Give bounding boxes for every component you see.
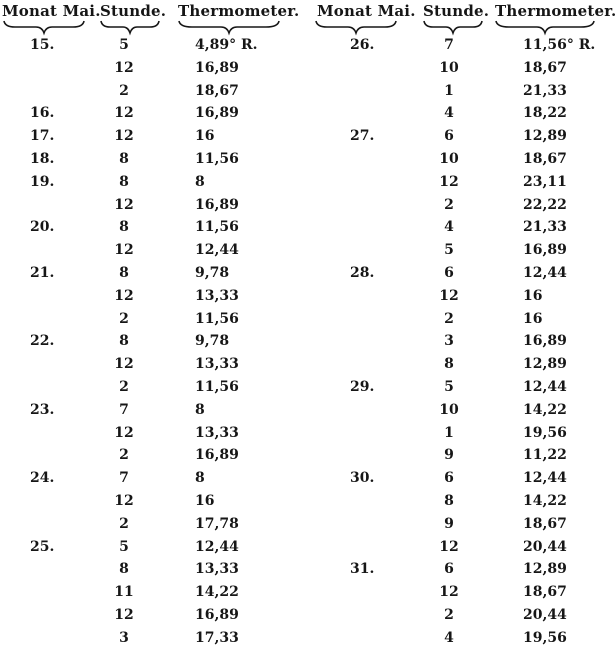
hour-cell: 4	[444, 219, 454, 236]
temp-cell: 11,22	[523, 447, 567, 464]
table-row	[305, 174, 600, 197]
hour-cell: 8	[444, 492, 454, 509]
table-row	[0, 561, 300, 584]
temp-cell: 16,89	[195, 447, 239, 464]
table-row	[305, 333, 600, 356]
hour-cell: 2	[444, 606, 454, 623]
temp-cell: 16,89	[195, 196, 239, 213]
hour-cell: 10	[439, 150, 459, 167]
temp-cell: 21,33	[523, 82, 567, 99]
hour-cell: 2	[119, 447, 129, 464]
table-row	[0, 288, 300, 311]
table-row	[0, 539, 300, 562]
table-row	[305, 128, 600, 151]
table-row	[0, 630, 300, 653]
hour-cell: 5	[444, 378, 454, 395]
day-cell: 28.	[350, 264, 375, 281]
hour-cell: 12	[114, 424, 134, 441]
temp-cell: 8	[195, 401, 205, 418]
table-row	[0, 174, 300, 197]
table-row	[305, 630, 600, 653]
temp-cell: 16,89	[195, 105, 239, 122]
header-hour: Stunde.	[100, 2, 167, 20]
table-row	[305, 539, 600, 562]
hour-cell: 2	[119, 378, 129, 395]
hour-cell: 12	[114, 128, 134, 145]
table-row	[0, 379, 300, 402]
temp-cell: 19,56	[523, 629, 567, 646]
day-cell: 16.	[30, 105, 55, 122]
table-left	[0, 0, 300, 646]
hour-cell: 7	[119, 470, 129, 487]
temp-cell: 12,89	[523, 128, 567, 145]
table-row	[0, 402, 300, 425]
table-row	[0, 265, 300, 288]
brace-thermometer	[178, 20, 280, 34]
temp-cell: 11,56	[195, 150, 239, 167]
table-row	[0, 356, 300, 379]
table-row	[0, 128, 300, 151]
temp-cell: 11,56	[195, 310, 239, 327]
table-row	[305, 151, 600, 174]
day-cell: 30.	[350, 470, 375, 487]
hour-cell: 5	[119, 37, 129, 53]
table-row	[305, 561, 600, 584]
temp-cell: 20,44	[523, 606, 567, 623]
hour-cell: 2	[119, 82, 129, 99]
temp-cell: 9,78	[195, 333, 230, 350]
temp-cell: 11,56	[195, 219, 239, 236]
temp-cell: 18,67	[195, 82, 239, 99]
table-row	[0, 83, 300, 106]
day-cell: 21.	[30, 264, 55, 281]
hour-cell: 2	[444, 310, 454, 327]
temp-cell: 12,44	[195, 242, 239, 259]
temp-cell: 12,89	[523, 356, 567, 373]
hour-cell: 7	[119, 401, 129, 418]
table-row	[305, 356, 600, 379]
table-row	[305, 288, 600, 311]
hour-cell: 11	[114, 584, 134, 601]
temp-cell: 12,44	[523, 378, 567, 395]
temp-cell: 16,89	[523, 242, 567, 259]
rows-right	[305, 37, 600, 653]
table-row	[305, 516, 600, 539]
day-cell: 22.	[30, 333, 55, 350]
hour-cell: 8	[119, 173, 129, 190]
table-row	[305, 402, 600, 425]
hour-cell: 9	[444, 447, 454, 464]
temp-cell: 9,78	[195, 264, 230, 281]
table-row	[305, 425, 600, 448]
table-row	[0, 470, 300, 493]
temp-cell: 16	[523, 310, 543, 327]
temp-cell: 16,89	[195, 606, 239, 623]
temp-cell: 23,11	[523, 173, 567, 190]
table-row	[305, 493, 600, 516]
temp-cell: 22,22	[523, 196, 567, 213]
hour-cell: 8	[444, 356, 454, 373]
hour-cell: 4	[444, 105, 454, 122]
temp-cell: 21,33	[523, 219, 567, 236]
hour-cell: 12	[439, 173, 459, 190]
temp-cell: 19,56	[523, 424, 567, 441]
hour-cell: 6	[444, 470, 454, 487]
table-row	[0, 516, 300, 539]
table-row	[0, 151, 300, 174]
temp-cell: 12,44	[523, 264, 567, 281]
hour-cell: 6	[444, 128, 454, 145]
temp-cell: 18,22	[523, 105, 567, 122]
table-row	[305, 265, 600, 288]
table-row	[0, 493, 300, 516]
temp-cell: 11,56° R.	[523, 37, 596, 53]
hour-cell: 3	[119, 629, 129, 646]
hour-cell: 8	[119, 333, 129, 350]
table-row	[0, 425, 300, 448]
temp-cell: 12,44	[195, 538, 239, 555]
brace-month	[3, 20, 85, 34]
table-row	[0, 584, 300, 607]
temp-cell: 16,89	[195, 59, 239, 76]
table-row	[305, 60, 600, 83]
hour-cell: 5	[119, 538, 129, 555]
temp-cell: 17,78	[195, 515, 239, 532]
day-cell: 18.	[30, 150, 55, 167]
hour-cell: 5	[444, 242, 454, 259]
brace-hour	[423, 20, 483, 34]
temp-cell: 20,44	[523, 538, 567, 555]
table-row	[305, 379, 600, 402]
hour-cell: 12	[439, 538, 459, 555]
header-month: Monat Mai.	[2, 2, 101, 20]
hour-cell: 12	[114, 356, 134, 373]
table-row	[0, 242, 300, 265]
day-cell: 17.	[30, 128, 55, 145]
table-row	[305, 447, 600, 470]
day-cell: 27.	[350, 128, 375, 145]
hour-cell: 12	[114, 59, 134, 76]
table-row	[305, 219, 600, 242]
hour-cell: 4	[444, 629, 454, 646]
table-row	[0, 37, 300, 60]
hour-cell: 12	[114, 492, 134, 509]
table-row	[0, 60, 300, 83]
hour-cell: 2	[119, 515, 129, 532]
temp-cell: 18,67	[523, 515, 567, 532]
temp-cell: 13,33	[195, 424, 239, 441]
hour-cell: 3	[444, 333, 454, 350]
table-row	[0, 105, 300, 128]
temp-cell: 16,89	[523, 333, 567, 350]
table-right	[305, 0, 616, 646]
temp-cell: 11,56	[195, 378, 239, 395]
day-cell: 31.	[350, 561, 375, 578]
temp-cell: 13,33	[195, 561, 239, 578]
header-thermometer: Thermometer.	[178, 2, 300, 20]
temp-cell: 18,67	[523, 59, 567, 76]
day-cell: 25.	[30, 538, 55, 555]
hour-cell: 10	[439, 401, 459, 418]
temp-cell: 18,67	[523, 584, 567, 601]
table-row	[0, 311, 300, 334]
hour-cell: 10	[439, 59, 459, 76]
brace-hour	[100, 20, 160, 34]
hour-cell: 1	[444, 82, 454, 99]
table-row	[305, 83, 600, 106]
hour-cell: 8	[119, 561, 129, 578]
day-cell: 24.	[30, 470, 55, 487]
table-row	[0, 447, 300, 470]
hour-cell: 2	[119, 310, 129, 327]
header-month: Monat Mai.	[317, 2, 416, 20]
temp-cell: 16	[195, 492, 215, 509]
hour-cell: 7	[444, 37, 454, 53]
table-row	[305, 105, 600, 128]
brace-month	[315, 20, 397, 34]
temp-cell: 12,89	[523, 561, 567, 578]
temp-cell: 12,44	[523, 470, 567, 487]
hour-cell: 12	[114, 606, 134, 623]
table-row	[0, 219, 300, 242]
header-thermometer: Thermometer.	[495, 2, 616, 20]
table-row	[305, 37, 600, 60]
table-row	[305, 197, 600, 220]
rows-left	[0, 37, 300, 653]
table-row	[0, 333, 300, 356]
temp-cell: 14,22	[523, 492, 567, 509]
temp-cell: 17,33	[195, 629, 239, 646]
day-cell: 20.	[30, 219, 55, 236]
hour-cell: 9	[444, 515, 454, 532]
day-cell: 15.	[30, 37, 55, 53]
header-hour: Stunde.	[423, 2, 490, 20]
table-row	[0, 197, 300, 220]
table-row	[305, 607, 600, 630]
hour-cell: 8	[119, 150, 129, 167]
day-cell: 23.	[30, 401, 55, 418]
hour-cell: 2	[444, 196, 454, 213]
hour-cell: 6	[444, 561, 454, 578]
temp-cell: 14,22	[195, 584, 239, 601]
temp-cell: 16	[523, 287, 543, 304]
day-cell: 29.	[350, 378, 375, 395]
temp-cell: 16	[195, 128, 215, 145]
temp-cell: 13,33	[195, 287, 239, 304]
hour-cell: 12	[114, 242, 134, 259]
hour-cell: 12	[439, 287, 459, 304]
day-cell: 19.	[30, 173, 55, 190]
temp-cell: 4,89° R.	[195, 37, 258, 53]
day-cell: 26.	[350, 37, 375, 53]
table-row	[305, 470, 600, 493]
hour-cell: 8	[119, 219, 129, 236]
temp-cell: 14,22	[523, 401, 567, 418]
temp-cell: 13,33	[195, 356, 239, 373]
hour-cell: 12	[439, 584, 459, 601]
table-row	[305, 242, 600, 265]
hour-cell: 8	[119, 264, 129, 281]
hour-cell: 12	[114, 196, 134, 213]
temp-cell: 18,67	[523, 150, 567, 167]
brace-thermometer	[495, 20, 595, 34]
temp-cell: 8	[195, 173, 205, 190]
table-row	[305, 584, 600, 607]
hour-cell: 12	[114, 287, 134, 304]
hour-cell: 1	[444, 424, 454, 441]
temp-cell: 8	[195, 470, 205, 487]
hour-cell: 6	[444, 264, 454, 281]
table-row	[305, 311, 600, 334]
hour-cell: 12	[114, 105, 134, 122]
table-row	[0, 607, 300, 630]
